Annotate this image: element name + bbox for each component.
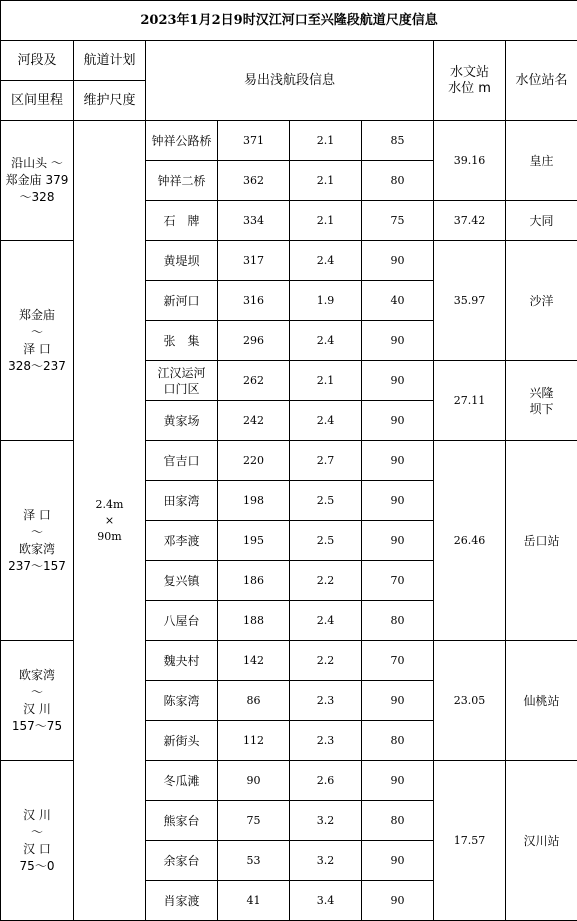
- segment-range-cell: 郑金庙 ～ 泽 口 328～237: [1, 241, 74, 441]
- shoal-mileage-cell: 220: [218, 441, 290, 481]
- shoal-mileage-cell: 142: [218, 641, 290, 681]
- gauge-station-name-cell: 皇庄: [506, 121, 577, 201]
- shoal-width-cell: 90: [362, 241, 434, 281]
- shoal-depth-cell: 2.7: [290, 441, 362, 481]
- shoal-width-cell: 90: [362, 761, 434, 801]
- shoal-depth-cell: 2.5: [290, 521, 362, 561]
- shoal-mileage-cell: 90: [218, 761, 290, 801]
- segment-range-cell: 汉 川 ～ 汉 口 75～0: [1, 761, 74, 921]
- gauge-station-name-cell: 仙桃站: [506, 641, 577, 761]
- table-row: [1, 121, 577, 161]
- table-title: 2023年1月2日9时汉江河口至兴隆段航道尺度信息: [1, 1, 577, 41]
- shoal-name-cell: 陈家湾: [146, 681, 218, 721]
- header-plan-line1: 航道计划: [74, 41, 146, 81]
- shoal-name-cell: 八屋台: [146, 601, 218, 641]
- segment-range-cell: 欧家湾 ～ 汉 川 157～75: [1, 641, 74, 761]
- shoal-width-cell: 70: [362, 561, 434, 601]
- shoal-depth-cell: 2.3: [290, 721, 362, 761]
- shoal-name-cell: 黄堤坝: [146, 241, 218, 281]
- shoal-name-cell: 钟祥公路桥: [146, 121, 218, 161]
- water-level-cell: 27.11: [434, 361, 506, 441]
- shoal-depth-cell: 2.2: [290, 641, 362, 681]
- shoal-name-cell: 张 集: [146, 321, 218, 361]
- shoal-mileage-cell: 112: [218, 721, 290, 761]
- shoal-name-cell: 新街头: [146, 721, 218, 761]
- shoal-depth-cell: 2.1: [290, 121, 362, 161]
- shoal-width-cell: 85: [362, 121, 434, 161]
- shoal-depth-cell: 3.4: [290, 881, 362, 921]
- water-level-cell: 39.16: [434, 121, 506, 201]
- shoal-width-cell: 80: [362, 801, 434, 841]
- shoal-name-cell: 熊家台: [146, 801, 218, 841]
- shoal-mileage-cell: 188: [218, 601, 290, 641]
- shoal-depth-cell: 2.4: [290, 241, 362, 281]
- shoal-width-cell: 90: [362, 841, 434, 881]
- shoal-depth-cell: 2.1: [290, 161, 362, 201]
- shoal-mileage-cell: 86: [218, 681, 290, 721]
- shoal-mileage-cell: 362: [218, 161, 290, 201]
- shoal-depth-cell: 2.4: [290, 401, 362, 441]
- shoal-mileage-cell: 317: [218, 241, 290, 281]
- shoal-mileage-cell: 262: [218, 361, 290, 401]
- shoal-depth-cell: 2.3: [290, 681, 362, 721]
- shoal-name-cell: 石 牌: [146, 201, 218, 241]
- shoal-mileage-cell: 334: [218, 201, 290, 241]
- shoal-depth-cell: 2.6: [290, 761, 362, 801]
- water-level-cell: 37.42: [434, 201, 506, 241]
- gauge-station-name-cell: 沙洋: [506, 241, 577, 361]
- shoal-depth-cell: 3.2: [290, 841, 362, 881]
- shoal-name-cell: 肖家渡: [146, 881, 218, 921]
- shoal-mileage-cell: 316: [218, 281, 290, 321]
- header-hydro-station: 水文站 水位 m: [434, 41, 506, 121]
- shoal-mileage-cell: 53: [218, 841, 290, 881]
- shoal-mileage-cell: 198: [218, 481, 290, 521]
- water-level-cell: 26.46: [434, 441, 506, 641]
- header-segment-line1: 河段及: [1, 41, 74, 81]
- shoal-width-cell: 70: [362, 641, 434, 681]
- water-level-cell: 35.97: [434, 241, 506, 361]
- shoal-width-cell: 80: [362, 601, 434, 641]
- gauge-station-name-cell: 大同: [506, 201, 577, 241]
- water-level-cell: 23.05: [434, 641, 506, 761]
- shoal-name-cell: 新河口: [146, 281, 218, 321]
- shoal-depth-cell: 3.2: [290, 801, 362, 841]
- shoal-width-cell: 80: [362, 161, 434, 201]
- shoal-depth-cell: 2.4: [290, 601, 362, 641]
- shoal-width-cell: 90: [362, 881, 434, 921]
- shoal-width-cell: 40: [362, 281, 434, 321]
- shoal-name-cell: 冬瓜滩: [146, 761, 218, 801]
- shoal-width-cell: 90: [362, 441, 434, 481]
- segment-range-cell: 泽 口 ～ 欧家湾 237～157: [1, 441, 74, 641]
- header-plan-line2: 维护尺度: [74, 81, 146, 121]
- shoal-name-cell: 田家湾: [146, 481, 218, 521]
- shoal-name-cell: 余家台: [146, 841, 218, 881]
- gauge-station-name-cell: 岳口站: [506, 441, 577, 641]
- shoal-name-cell: 钟祥二桥: [146, 161, 218, 201]
- shoal-depth-cell: 1.9: [290, 281, 362, 321]
- shoal-mileage-cell: 371: [218, 121, 290, 161]
- shoal-width-cell: 90: [362, 481, 434, 521]
- shoal-width-cell: 75: [362, 201, 434, 241]
- header-segment-line2: 区间里程: [1, 81, 74, 121]
- shoal-depth-cell: 2.1: [290, 201, 362, 241]
- shoal-width-cell: 90: [362, 401, 434, 441]
- shoal-mileage-cell: 296: [218, 321, 290, 361]
- shoal-mileage-cell: 186: [218, 561, 290, 601]
- shoal-mileage-cell: 195: [218, 521, 290, 561]
- maintenance-dimension-cell: 2.4m × 90m: [74, 121, 146, 921]
- segment-range-cell: 沿山头 ～ 郑金庙 379 ～328: [1, 121, 74, 241]
- shoal-depth-cell: 2.2: [290, 561, 362, 601]
- shoal-depth-cell: 2.5: [290, 481, 362, 521]
- gauge-station-name-cell: 兴隆 坝下: [506, 361, 577, 441]
- shoal-depth-cell: 2.1: [290, 361, 362, 401]
- shoal-mileage-cell: 75: [218, 801, 290, 841]
- shoal-width-cell: 90: [362, 521, 434, 561]
- shoal-name-cell: 黄家场: [146, 401, 218, 441]
- shoal-mileage-cell: 242: [218, 401, 290, 441]
- shoal-name-cell: 复兴镇: [146, 561, 218, 601]
- shoal-name-cell: 魏夬村: [146, 641, 218, 681]
- water-level-cell: 17.57: [434, 761, 506, 921]
- shoal-name-cell: 江汉运河 口门区: [146, 361, 218, 401]
- header-gauge-name: 水位站名: [506, 41, 577, 121]
- shoal-width-cell: 90: [362, 681, 434, 721]
- shoal-width-cell: 90: [362, 361, 434, 401]
- shoal-name-cell: 邓李渡: [146, 521, 218, 561]
- shoal-depth-cell: 2.4: [290, 321, 362, 361]
- shoal-name-cell: 官吉口: [146, 441, 218, 481]
- shoal-width-cell: 90: [362, 321, 434, 361]
- header-shallow-info: 易出浅航段信息: [146, 41, 434, 121]
- gauge-station-name-cell: 汉川站: [506, 761, 577, 921]
- shoal-mileage-cell: 41: [218, 881, 290, 921]
- shoal-width-cell: 80: [362, 721, 434, 761]
